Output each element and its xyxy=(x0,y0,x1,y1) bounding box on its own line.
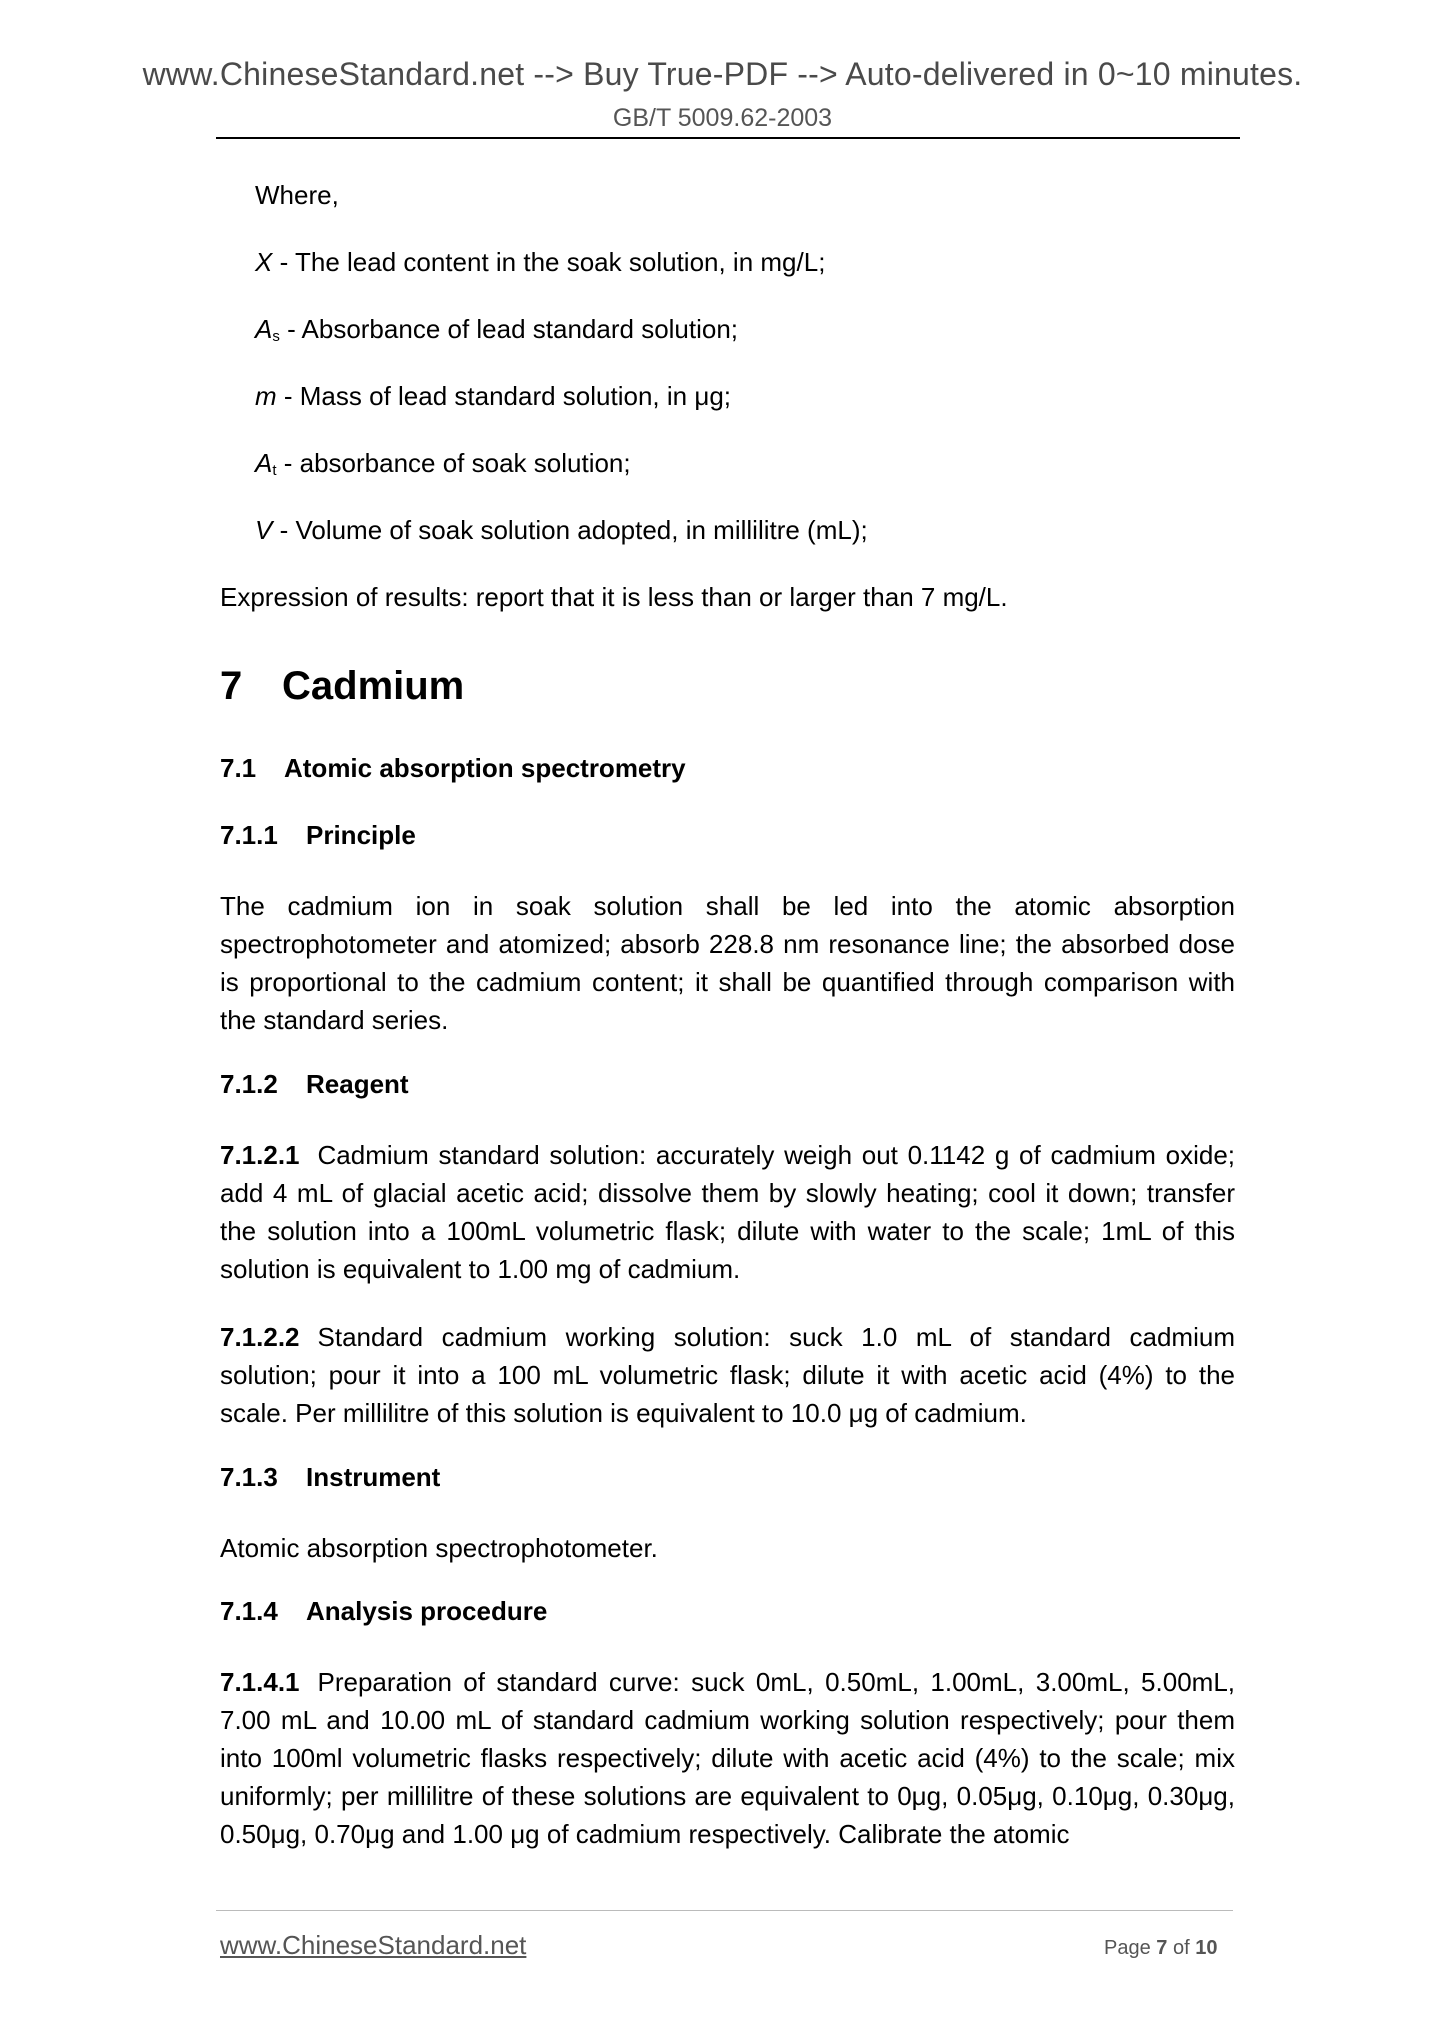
header-banner: www.ChineseStandard.net --> Buy True-PDF --> Auto-delivered in 0~10 minutes. xyxy=(142,56,1303,92)
footer-website-link[interactable]: www.ChineseStandard.net xyxy=(220,1930,527,1960)
where-label: Where, xyxy=(255,180,339,210)
expression-of-results: Expression of results: report that it is less than or larger than 7 mg/L. xyxy=(220,582,1008,612)
section-7-1-1-heading: 7.1.1 Principle xyxy=(220,820,416,850)
principle-paragraph: The cadmium ion in soak solution shall be led into the atomic absorption spectrophotometer and atomized; absorb 228.8 nm resonance line; the absorbed dose is proportional to the cadmium content; it shall be quantified through comparison with the standard series. xyxy=(220,891,1235,1035)
page-number: Page 7 of 10 xyxy=(1104,1937,1218,1959)
definition-x: X - The lead content in the soak solution, in mg/L; xyxy=(255,247,826,277)
definition-v: V - Volume of soak solution adopted, in millilitre (mL); xyxy=(255,515,868,545)
section-7-1-3-heading: 7.1.3 Instrument xyxy=(220,1462,441,1492)
footer-divider xyxy=(216,1910,1233,1911)
clause-7-1-4-1: 7.1.4.1 Preparation of standard curve: suck 0mL, 0.50mL, 1.00mL, 3.00mL, 5.00mL, 7.00 mL and 10.00 mL of standard cadmium working solution respectively; pour them into 100ml volumetric flasks respectively; dilute with acetic acid (4%) to the scale; mix uniformly; per millilitre of these solutions are equivalent to 0μg, 0.05μg, 0.10μg, 0.30μg, 0.50μg, 0.70μg and 1.00 μg of cadmium respectively. Calibrate the atomic xyxy=(220,1667,1235,1849)
header-divider xyxy=(216,137,1240,139)
definition-m: m - Mass of lead standard solution, in μg; xyxy=(255,381,731,411)
section-7-1-2-heading: 7.1.2 Reagent xyxy=(220,1069,409,1099)
section-7-1-4-heading: 7.1.4 Analysis procedure xyxy=(220,1596,548,1626)
clause-7-1-2-2: 7.1.2.2 Standard cadmium working solution: suck 1.0 mL of standard cadmium solution; pour it into a 100 mL volumetric flask; dilute it with acetic acid (4%) to the scale. Per millilitre of this solution is equivalent to 10.0 μg of cadmium. xyxy=(220,1322,1235,1428)
section-7-heading: 7 Cadmium xyxy=(220,664,465,708)
section-7-1-heading: 7.1 Atomic absorption spectrometry xyxy=(220,753,686,783)
definition-as: $A_s$ - Absorbance of lead standard solution; xyxy=(255,314,739,345)
document-id: GB/T 5009.62-2003 xyxy=(612,104,833,132)
definition-at: $A_t$ - absorbance of soak solution; xyxy=(255,448,631,479)
instrument-paragraph: Atomic absorption spectrophotometer. xyxy=(220,1533,658,1563)
clause-7-1-2-1: 7.1.2.1 Cadmium standard solution: accurately weigh out 0.1142 g of cadmium oxide; add 4 mL of glacial acetic acid; dissolve them by slowly heating; cool it down; transfer the solution into a 100mL volumetric flask; dilute with water to the scale; 1mL of this solution is equivalent to 1.00 mg of cadmium. xyxy=(220,1140,1235,1284)
